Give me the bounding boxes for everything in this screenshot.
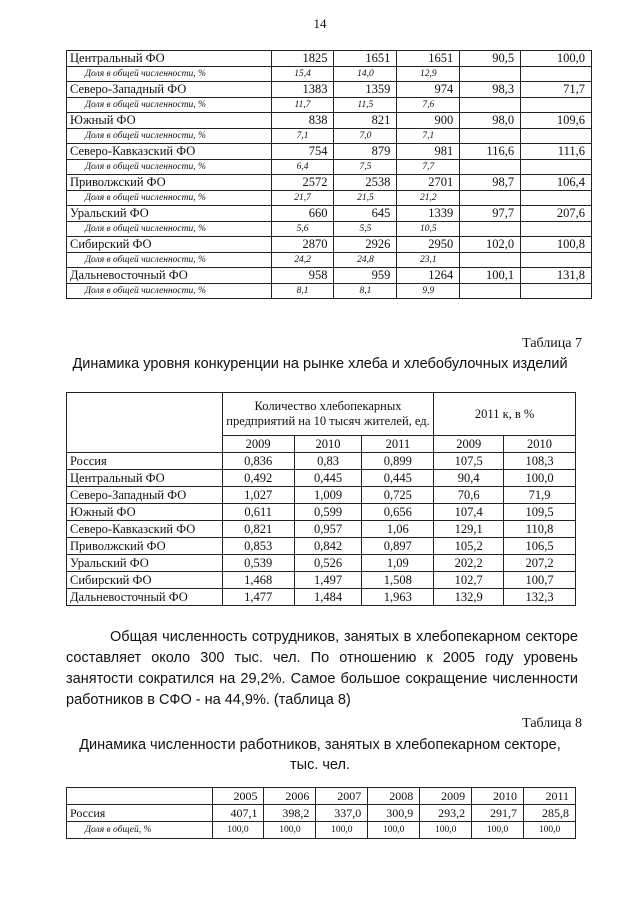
share-cell: 7,7	[397, 160, 460, 175]
table-cell: 0,611	[222, 504, 294, 521]
share-cell: 21,2	[397, 191, 460, 206]
table-row	[67, 144, 592, 160]
table-row	[67, 175, 592, 191]
table-cell: 293,2	[420, 805, 472, 822]
region-name: Северо-Кавказский ФО	[67, 521, 223, 538]
table-cell: 645	[334, 206, 397, 222]
empty-cell	[460, 191, 521, 206]
region-name: Северо-Кавказский ФО	[67, 144, 272, 160]
year-header: 2008	[368, 788, 420, 805]
region-name: Южный ФО	[67, 504, 223, 521]
share-cell: 24,8	[334, 253, 397, 268]
table-cell: 98,7	[460, 175, 521, 191]
region-name: Приволжский ФО	[67, 538, 223, 555]
table-7-header-ratio: 2011 к, в %	[434, 393, 576, 436]
table-8-label: Таблица 8	[522, 716, 582, 731]
region-name: Россия	[67, 453, 223, 470]
table-cell: 398,2	[264, 805, 316, 822]
table-cell: 0,899	[362, 453, 434, 470]
share-cell: 14,0	[334, 67, 397, 82]
share-cell: 23,1	[397, 253, 460, 268]
share-cell: 7,1	[271, 129, 334, 144]
year-header: 2009	[222, 436, 294, 453]
empty-cell	[460, 222, 521, 237]
region-name: Уральский ФО	[67, 206, 272, 222]
share-cell: 11,5	[334, 98, 397, 113]
empty-cell	[460, 284, 521, 299]
table-cell: 300,9	[368, 805, 420, 822]
table-cell: 207,2	[504, 555, 576, 572]
share-cell: 11,7	[271, 98, 334, 113]
year-header: 2011	[362, 436, 434, 453]
table-8	[66, 787, 576, 839]
share-cell: 100,0	[264, 822, 316, 839]
table-cell: 0,842	[294, 538, 362, 555]
table-cell: 285,8	[524, 805, 576, 822]
table-cell: 1264	[397, 268, 460, 284]
region-name: Южный ФО	[67, 113, 272, 129]
share-row	[67, 129, 592, 144]
table-7-corner	[67, 393, 223, 453]
table-cell: 71,9	[504, 487, 576, 504]
share-label: Доля в общей численности, %	[67, 253, 272, 268]
region-name: Северо-Западный ФО	[67, 487, 223, 504]
share-label: Доля в общей численности, %	[67, 284, 272, 299]
table-cell: 70,6	[434, 487, 504, 504]
year-header: 2011	[524, 788, 576, 805]
region-name: Северо-Западный ФО	[67, 82, 272, 98]
share-cell: 8,1	[271, 284, 334, 299]
table-cell: 107,5	[434, 453, 504, 470]
year-header: 2010	[472, 788, 524, 805]
share-row	[67, 98, 592, 113]
table-cell: 2926	[334, 237, 397, 253]
share-cell: 15,4	[271, 67, 334, 82]
empty-cell	[460, 98, 521, 113]
table-cell: 1359	[334, 82, 397, 98]
table-cell: 1,468	[222, 572, 294, 589]
table-cell: 2701	[397, 175, 460, 191]
table-cell: 71,7	[521, 82, 592, 98]
table-cell: 1825	[271, 51, 334, 67]
table-cell: 106,4	[521, 175, 592, 191]
share-cell: 7,0	[334, 129, 397, 144]
table-6-continued	[66, 50, 592, 299]
share-cell: 12,9	[397, 67, 460, 82]
region-name: Дальневосточный ФО	[67, 268, 272, 284]
table-cell: 90,5	[460, 51, 521, 67]
empty-cell	[521, 67, 592, 82]
year-header: 2006	[264, 788, 316, 805]
table-row	[67, 453, 576, 470]
table-row	[67, 555, 576, 572]
table-cell: 0,599	[294, 504, 362, 521]
share-cell: 100,0	[368, 822, 420, 839]
table-7-title: Динамика уровня конкуренции на рынке хлеба и хлебобулочных изделий	[72, 356, 568, 372]
table-cell: 0,821	[222, 521, 294, 538]
empty-cell	[460, 67, 521, 82]
table-cell: 1339	[397, 206, 460, 222]
share-cell: 5,6	[271, 222, 334, 237]
table-cell: 974	[397, 82, 460, 98]
table-cell: 407,1	[212, 805, 264, 822]
share-row	[67, 284, 592, 299]
table-cell: 129,1	[434, 521, 504, 538]
share-row	[67, 160, 592, 175]
table-cell: 900	[397, 113, 460, 129]
region-name: Уральский ФО	[67, 555, 223, 572]
table-cell: 838	[271, 113, 334, 129]
table-cell: 110,8	[504, 521, 576, 538]
year-header: 2010	[294, 436, 362, 453]
table-cell: 111,6	[521, 144, 592, 160]
table-cell: 102,0	[460, 237, 521, 253]
table-cell: 108,3	[504, 453, 576, 470]
share-cell: 100,0	[524, 822, 576, 839]
table-cell: 131,8	[521, 268, 592, 284]
share-row	[67, 822, 576, 839]
table-row	[67, 805, 576, 822]
table-cell: 109,6	[521, 113, 592, 129]
empty-cell	[521, 129, 592, 144]
share-cell: 7,1	[397, 129, 460, 144]
table-row	[67, 538, 576, 555]
table-cell: 1,09	[362, 555, 434, 572]
table-7	[66, 392, 576, 606]
empty-cell	[521, 222, 592, 237]
share-label: Доля в общей численности, %	[67, 160, 272, 175]
share-cell: 21,5	[334, 191, 397, 206]
header-row	[67, 788, 576, 805]
table-cell: 2572	[271, 175, 334, 191]
table-row	[67, 589, 576, 606]
share-cell: 7,5	[334, 160, 397, 175]
table-cell: 0,725	[362, 487, 434, 504]
table-cell: 100,1	[460, 268, 521, 284]
table-cell: 98,0	[460, 113, 521, 129]
table-row	[67, 268, 592, 284]
table-cell: 97,7	[460, 206, 521, 222]
table-row	[67, 206, 592, 222]
table-cell: 958	[271, 268, 334, 284]
empty-cell	[521, 253, 592, 268]
table-8-unit: тыс. чел.	[290, 757, 350, 773]
table-cell: 821	[334, 113, 397, 129]
table-cell: 337,0	[316, 805, 368, 822]
table-cell: 132,3	[504, 589, 576, 606]
table-7-header-count: Количество хлебопекарных предприятий на 10 тысяч жителей, ед.	[222, 393, 434, 436]
table-cell: 0,656	[362, 504, 434, 521]
table-cell: 1,009	[294, 487, 362, 504]
table-cell: 109,5	[504, 504, 576, 521]
table-cell: 0,853	[222, 538, 294, 555]
empty-cell	[521, 160, 592, 175]
body-paragraph	[66, 627, 578, 711]
table-cell: 0,836	[222, 453, 294, 470]
table-row	[67, 521, 576, 538]
region-name: Сибирский ФО	[67, 572, 223, 589]
share-cell: 24,2	[271, 253, 334, 268]
table-cell: 100,0	[521, 51, 592, 67]
share-cell: 6,4	[271, 160, 334, 175]
share-row	[67, 222, 592, 237]
table-row	[67, 51, 592, 67]
share-cell: 100,0	[420, 822, 472, 839]
corner-cell	[67, 788, 213, 805]
table-cell: 879	[334, 144, 397, 160]
table-cell: 2870	[271, 237, 334, 253]
table-7-label: Таблица 7	[522, 336, 582, 351]
table-cell: 981	[397, 144, 460, 160]
table-cell: 1,484	[294, 589, 362, 606]
empty-cell	[521, 98, 592, 113]
table-cell: 0,957	[294, 521, 362, 538]
table-cell: 0,539	[222, 555, 294, 572]
year-header: 2009	[434, 436, 504, 453]
table-cell: 0,897	[362, 538, 434, 555]
year-header: 2010	[504, 436, 576, 453]
year-header: 2007	[316, 788, 368, 805]
share-cell: 100,0	[212, 822, 264, 839]
table-cell: 0,526	[294, 555, 362, 572]
table-cell: 1,477	[222, 589, 294, 606]
table-row	[67, 470, 576, 487]
table-cell: 0,492	[222, 470, 294, 487]
share-label: Доля в общей, %	[67, 822, 213, 839]
table-cell: 106,5	[504, 538, 576, 555]
table-cell: 107,4	[434, 504, 504, 521]
empty-cell	[521, 284, 592, 299]
share-row	[67, 253, 592, 268]
table-cell: 660	[271, 206, 334, 222]
table-cell: 2538	[334, 175, 397, 191]
table-cell: 1651	[397, 51, 460, 67]
empty-cell	[460, 160, 521, 175]
table-cell: 100,0	[504, 470, 576, 487]
empty-cell	[460, 129, 521, 144]
table-cell: 1383	[271, 82, 334, 98]
region-name: Центральный ФО	[67, 470, 223, 487]
table-cell: 98,3	[460, 82, 521, 98]
table-cell: 1,497	[294, 572, 362, 589]
table-row	[67, 82, 592, 98]
region-name: Сибирский ФО	[67, 237, 272, 253]
table-cell: 202,2	[434, 555, 504, 572]
table-cell: 1,508	[362, 572, 434, 589]
share-cell: 100,0	[472, 822, 524, 839]
share-cell: 10,5	[397, 222, 460, 237]
region-name: Приволжский ФО	[67, 175, 272, 191]
share-label: Доля в общей численности, %	[67, 222, 272, 237]
table-row	[67, 504, 576, 521]
table-cell: 116,6	[460, 144, 521, 160]
region-name: Дальневосточный ФО	[67, 589, 223, 606]
empty-cell	[460, 253, 521, 268]
table-cell: 754	[271, 144, 334, 160]
table-cell: 102,7	[434, 572, 504, 589]
year-header: 2009	[420, 788, 472, 805]
table-cell: 100,7	[504, 572, 576, 589]
table-cell: 0,83	[294, 453, 362, 470]
share-cell: 8,1	[334, 284, 397, 299]
share-row	[67, 191, 592, 206]
table-row	[67, 113, 592, 129]
table-cell: 0,445	[362, 470, 434, 487]
table-cell: 291,7	[472, 805, 524, 822]
table-cell: 207,6	[521, 206, 592, 222]
table-cell: 1651	[334, 51, 397, 67]
region-name: Россия	[67, 805, 213, 822]
table-cell: 100,8	[521, 237, 592, 253]
table-cell: 132,9	[434, 589, 504, 606]
share-row	[67, 67, 592, 82]
share-cell: 5,5	[334, 222, 397, 237]
table-cell: 90,4	[434, 470, 504, 487]
share-cell: 7,6	[397, 98, 460, 113]
year-header: 2005	[212, 788, 264, 805]
share-label: Доля в общей численности, %	[67, 129, 272, 144]
table-cell: 2950	[397, 237, 460, 253]
page-number: 14	[313, 16, 327, 31]
table-cell: 959	[334, 268, 397, 284]
share-cell: 9,9	[397, 284, 460, 299]
table-cell: 1,027	[222, 487, 294, 504]
share-cell: 21,7	[271, 191, 334, 206]
table-row	[67, 487, 576, 504]
empty-cell	[521, 191, 592, 206]
table-8-title: Динамика численности работников, занятых в хлебопекарном секторе,	[79, 737, 561, 753]
share-label: Доля в общей численности, %	[67, 67, 272, 82]
share-label: Доля в общей численности, %	[67, 98, 272, 113]
table-cell: 0,445	[294, 470, 362, 487]
table-cell: 1,06	[362, 521, 434, 538]
table-row	[67, 572, 576, 589]
table-cell: 1,963	[362, 589, 434, 606]
share-cell: 100,0	[316, 822, 368, 839]
share-label: Доля в общей численности, %	[67, 191, 272, 206]
table-row	[67, 237, 592, 253]
region-name: Центральный ФО	[67, 51, 272, 67]
body-paragraph-text: Общая численность сотрудников, занятых в хлебопекарном секторе составляет около 300 тыс. чел. По отношению к 2005 году уровень занятости сократился на 29,2%. Самое большое сокращение численности работников в СФО - на 44,9%. (таблица 8)	[66, 629, 578, 708]
table-cell: 105,2	[434, 538, 504, 555]
